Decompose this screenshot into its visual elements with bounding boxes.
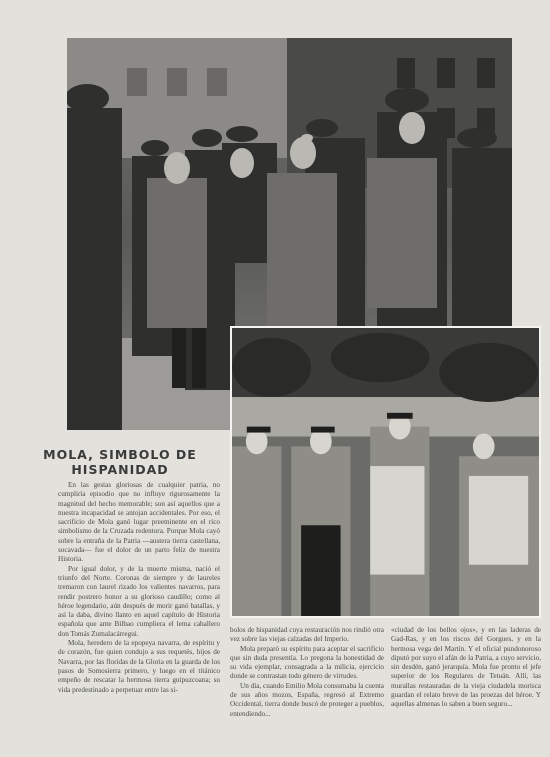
paragraph: «ciudad de los bellos ojos», y en las laderas de Gad-Ras, y en los riscos del Gorgues, y en la hermosa vega del Martín. Y el oficial pundonoroso diputó por suyo el afán de la Patria, a cuyo servicio, sin desdén, ganó jerarquía. Mola fue pronto el jefe superior de los Regulares de Tetuán. Allí, las murallas restauradas de la vieja ciudadela morisca guardan el relato breve de las proezas del héroe. Y aquellas almenas lo saben a buen seguro... xyxy=(391,626,541,709)
text-column-2 xyxy=(230,626,384,719)
text-column-3 xyxy=(391,626,541,710)
paragraph: En las gestas gloriosas de cualquier patria, no cumpliría episodio que no influye rigurosamente la magnitud del hecho memorable; son así aquellos que a nuestra incapacidad se antojan accidentales. Por eso, el sacrificio de Mola ganó lugar preeminente en el rico simbolismo de la Cruzada redentora. Porque Mola cayó sobre la entraña de la Patria —austera tierra castellana, socavada— fue el dolor de un parto feliz de nuestra Historia. xyxy=(58,481,220,564)
paragraph: Mola preparó su espíritu para aceptar el sacrificio que sin duda presentía. Lo pregona la honestidad de su vida ejemplar, consagrada a la milicia, ejercicio donde se contrastan todo género de virtudes. xyxy=(230,644,384,681)
title-line-2: HISPANIDAD xyxy=(71,462,169,477)
text-column-1 xyxy=(58,481,220,695)
photo-inset-image xyxy=(232,328,539,616)
paragraph: Un día, cuando Emilio Mola consumaba la cuenta de sus años mozos, España, regresó al Extremo Occidental, tierra donde buscó de proteger a pueblos, entendiendo... xyxy=(230,681,384,718)
paragraph: Por igual dolor, y de la muerte misma, nació el triunfo del Norte. Coronas de siempre y de laureles tremaron con laurel rizado los valientes navarros, para rendir postrero honor a su glorioso caudillo; como al héroe legendario, aún después de morir ganó batallas, y así la daba, divino llanto en aquel capítulo de Historia española que ante Bilbao cumpliera el lema caballero don Tomás Zumalacárregui. xyxy=(58,564,220,638)
title-line-1: MOLA, SIMBOLO DE xyxy=(43,447,197,462)
photo-inset-officers xyxy=(230,326,541,618)
article-title xyxy=(16,447,224,477)
paragraph: Mola, heredero de la epopeya navarra, de espíritu y de corazón, fue quien condujo a sus requetés, hijos de Navarra, por las floridas de la Gloria en la guarda de los pasos de Somosierra primero, y luego en el titánico empeño de rescatar la hermosa tierra guipuzcoana; su vida predestinado a perpetuar entre las si- xyxy=(58,639,220,694)
paragraph: bolos de hispanidad cuya restauración nos rindió otra vez sobre las viejas calzadas del Imperio. xyxy=(230,626,384,644)
